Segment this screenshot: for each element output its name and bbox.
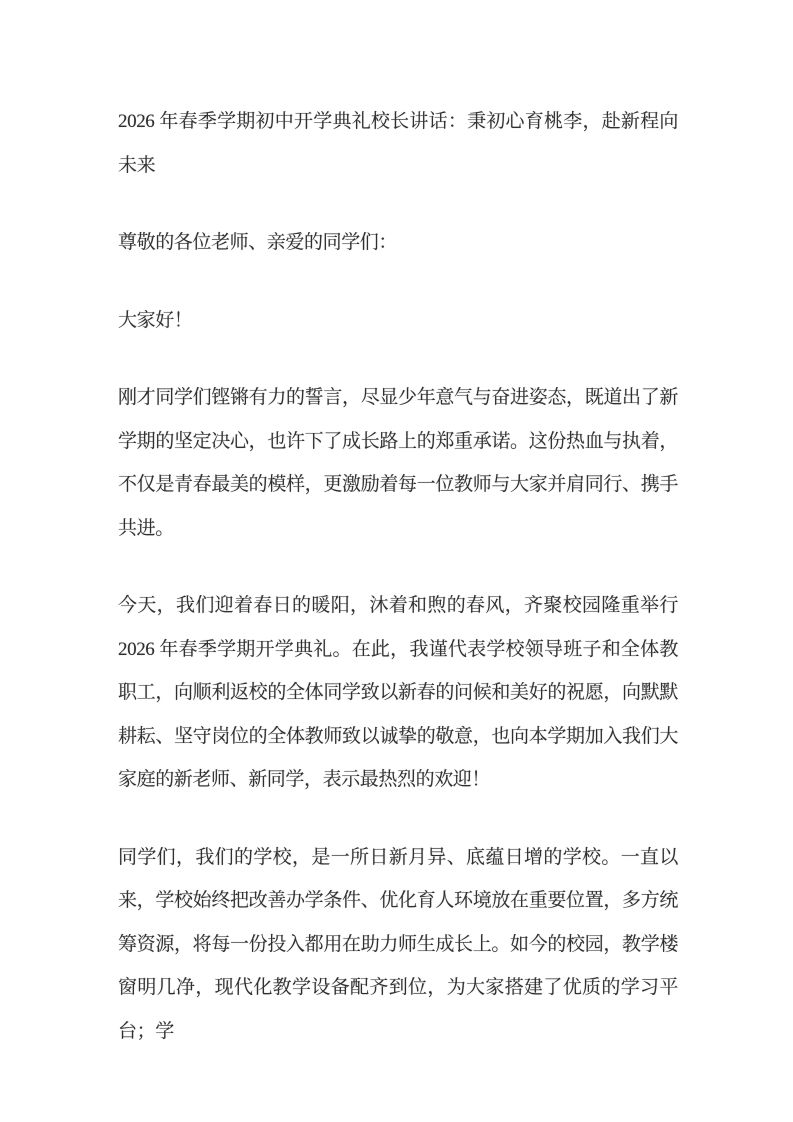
body-paragraph: 同学们，我们的学校，是一所日新月异、底蕴日增的学校。一直以来，学校始终把改善办学条件、优化育人环境放在重要位置，多方统筹资源，将每一份投入都用在助力师生成长上。如今的校园，教学楼窗明几净，现代化教学设备配齐到位，为大家搭建了优质的学习平台；学	[118, 846, 678, 1042]
document-title: 2026 年春季学期初中开学典礼校长讲话：秉初心育桃李，赴新程向未来	[118, 111, 678, 176]
body-paragraph: 今天，我们迎着春日的暖阳，沐着和煦的春风，齐聚校园隆重举行 2026 年春季学期开学典礼。在此，我谨代表学校领导班子和全体教职工，向顺利返校的全体同学致以新春的问候和美好的祝愿，向默默耕耘、坚守岗位的全体教师致以诚挚的敬意，也向本学期加入我们大家庭的新老师、新同学，表示最热烈的欢迎！	[118, 595, 678, 790]
body-paragraph: 刚才同学们铿锵有力的誓言，尽显少年意气与奋进姿态，既道出了新学期的坚定决心，也许下了成长路上的郑重承诺。这份热血与执着，不仅是青春最美的模样，更激励着每一位教师与大家并肩同行、携手共进。	[118, 387, 678, 539]
salutation: 尊敬的各位老师、亲爱的同学们：	[118, 232, 398, 253]
greeting: 大家好！	[118, 309, 193, 331]
